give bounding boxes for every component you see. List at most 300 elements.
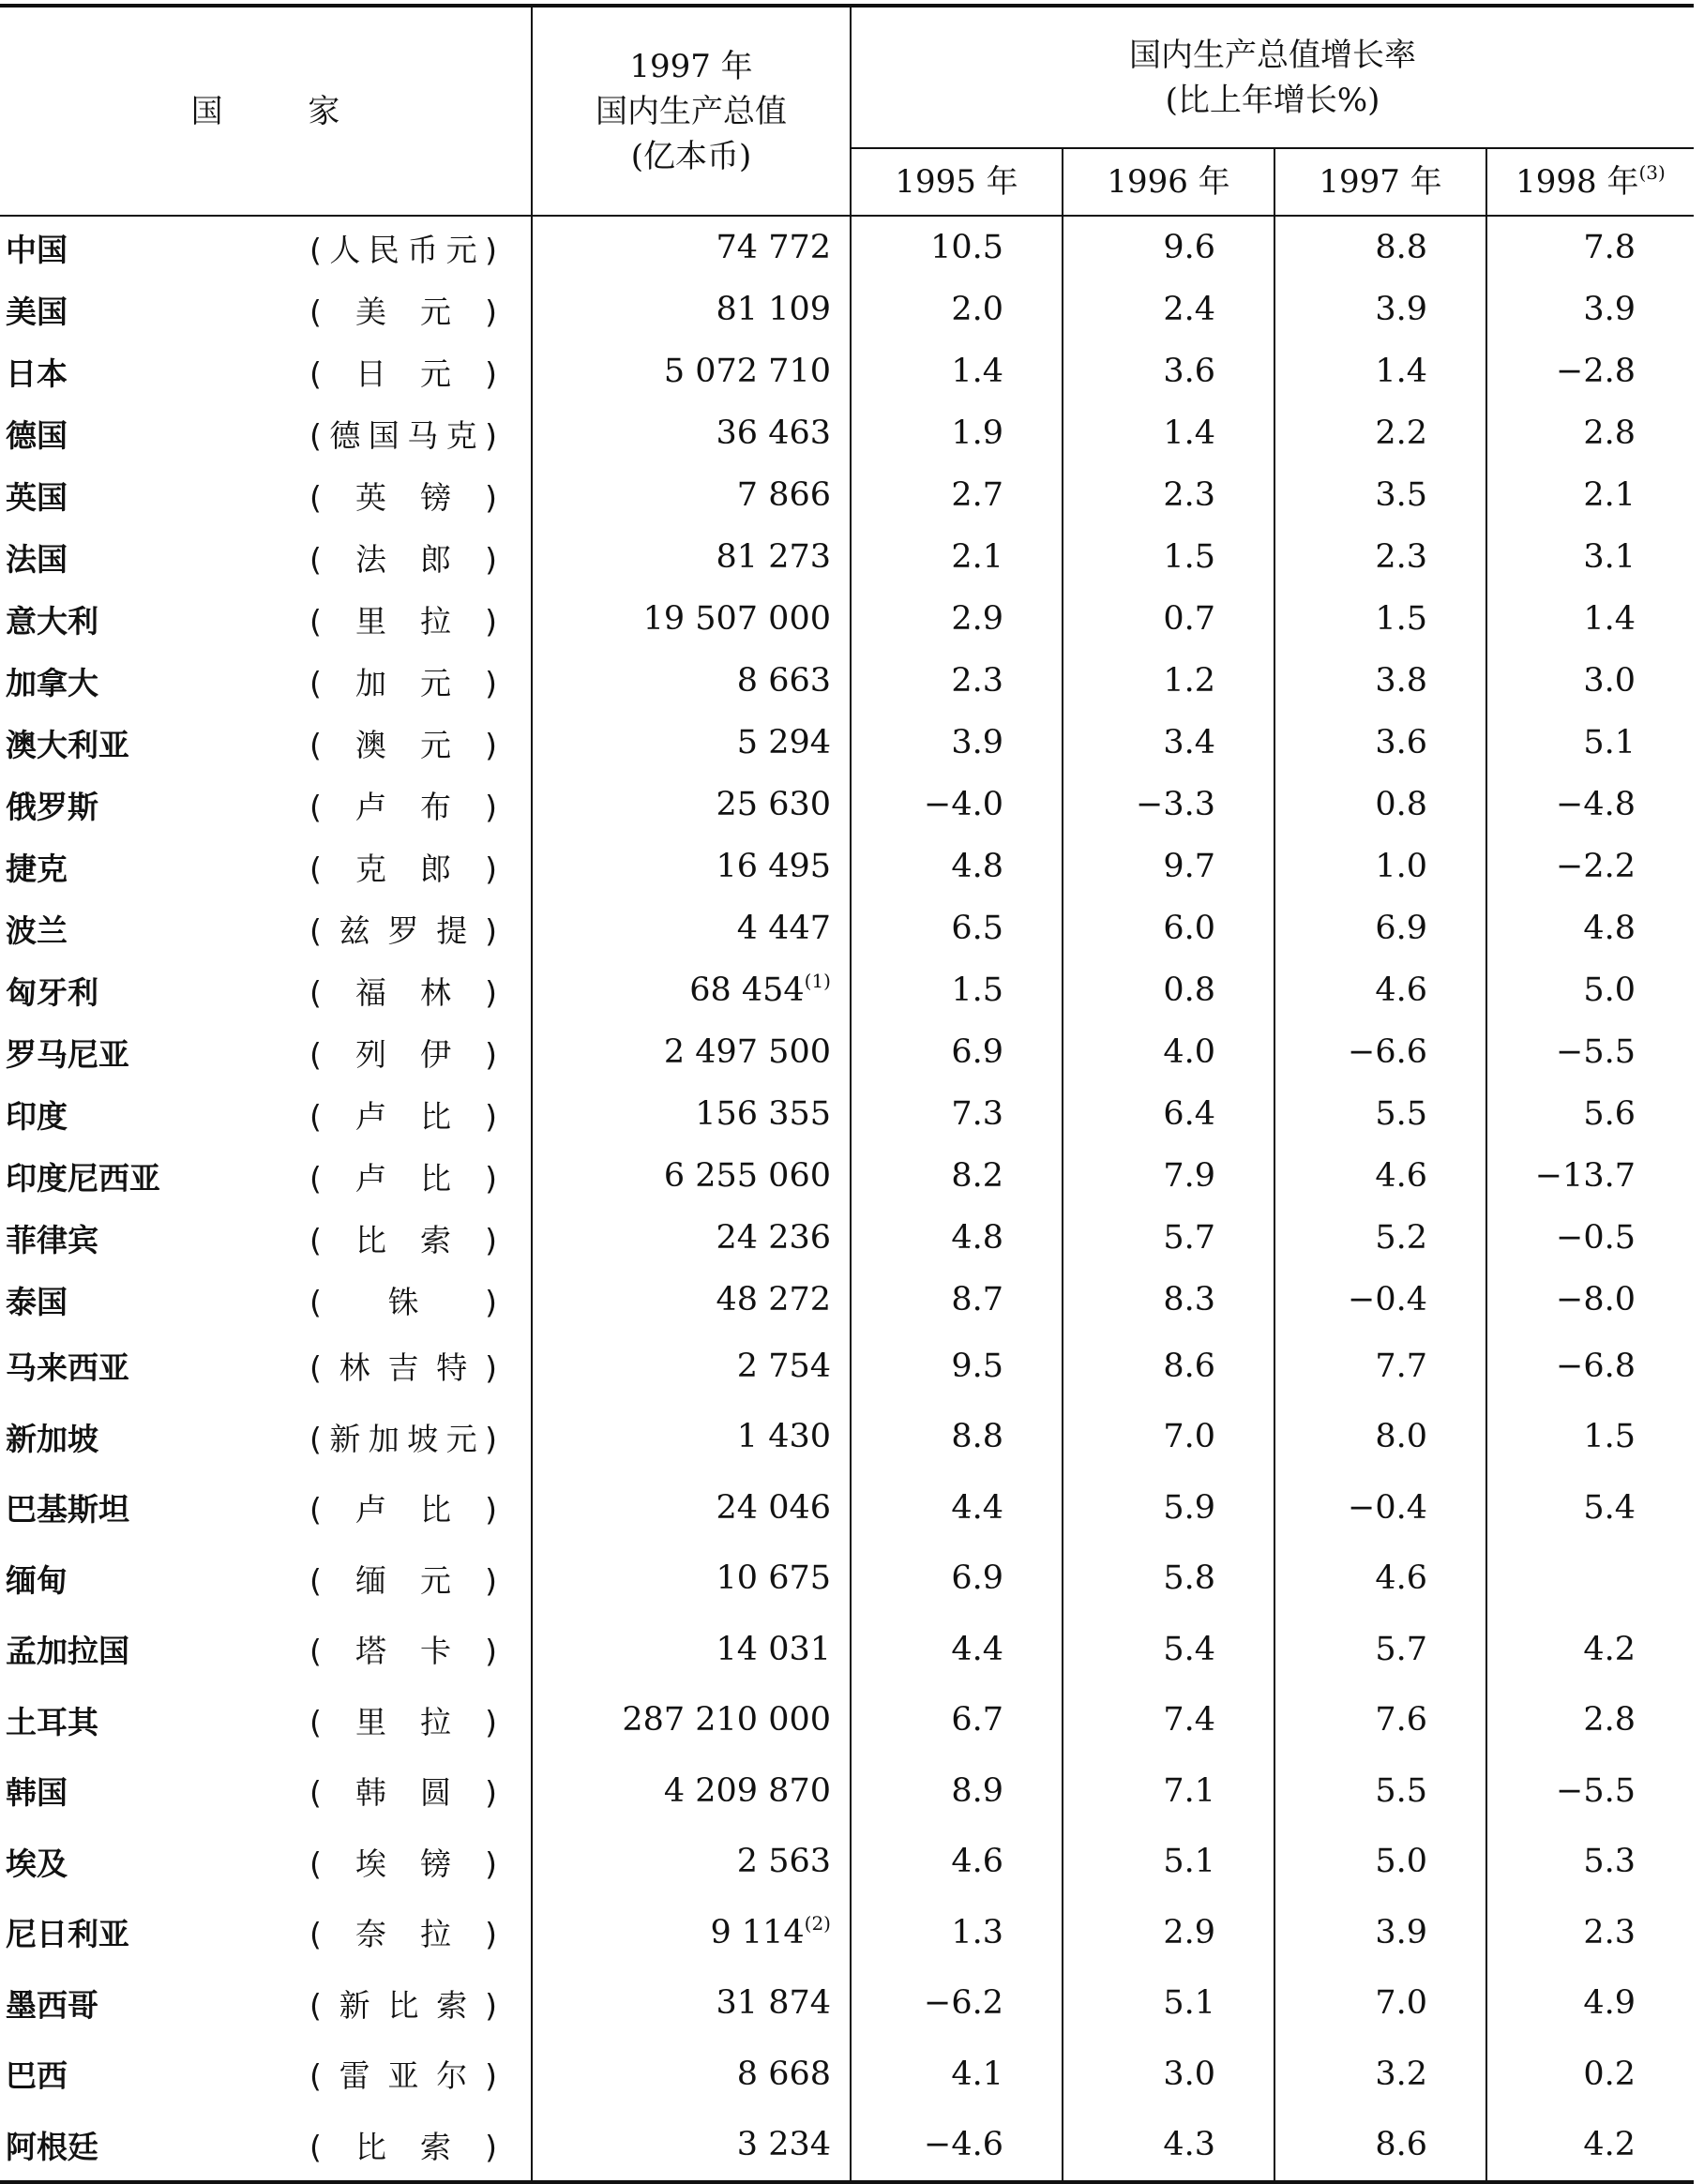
cell-growth-1998: 4.9 [1486,1968,1694,2040]
table-row [0,1827,1694,1898]
cell-growth-1997: 0.8 [1274,774,1486,836]
country-name: 匈牙利 [6,973,98,1011]
table-row [0,1402,1694,1473]
cell-growth-1996: 7.0 [1063,1402,1274,1473]
cell-growth-1998: 3.9 [1486,279,1694,340]
cell-growth-1995: 4.8 [851,1207,1063,1269]
table-row [0,1472,1694,1544]
cell-growth-1997: 4.6 [1274,1544,1486,1615]
cell-country [0,1269,532,1331]
cell-growth-1998: 5.6 [1486,1083,1694,1145]
cell-gdp-1997 [532,464,851,526]
cell-country [0,526,532,588]
currency-unit: (比索) [309,1221,497,1258]
cell-growth-1997: 6.9 [1274,897,1486,959]
country-name: 印度尼西亚 [6,1159,160,1197]
cell-gdp-1997 [532,1827,851,1898]
cell-growth-1995: 9.5 [851,1331,1063,1402]
gdp-value: 25 630 [716,786,831,823]
cell-growth-1996: 0.8 [1063,959,1274,1021]
country-name: 俄罗斯 [6,788,98,825]
currency-unit: (雷亚尔) [309,2057,497,2095]
cell-gdp-1997 [532,1472,851,1544]
cell-growth-1997: 3.5 [1274,464,1486,526]
cell-growth-1995: 6.9 [851,1544,1063,1615]
cell-growth-1996: 6.0 [1063,897,1274,959]
currency-unit: (塔卡) [309,1633,497,1670]
header-year-1998 [1486,148,1694,216]
cell-growth-1996: 8.3 [1063,1269,1274,1331]
cell-growth-1996: 5.1 [1063,1827,1274,1898]
cell-country [0,1755,532,1827]
cell-growth-1997: 2.2 [1274,402,1486,464]
currency-unit: (比索) [309,2128,497,2165]
cell-growth-1998: 2.8 [1486,1685,1694,1756]
cell-gdp-1997 [532,774,851,836]
cell-growth-1997: 3.6 [1274,712,1486,774]
table-row [0,1968,1694,2040]
cell-growth-1997: 4.6 [1274,1145,1486,1207]
country-name: 新加坡 [6,1420,98,1457]
country-name: 墨西哥 [6,1986,98,2024]
cell-gdp-1997 [532,1331,851,1402]
header-gdp-unit: (亿本币) [630,137,752,175]
header-growth-label: 国内生产总值增长率 [1129,36,1416,74]
cell-growth-1997: 1.0 [1274,836,1486,897]
cell-growth-1998: 4.2 [1486,2110,1694,2183]
country-name: 罗马尼亚 [6,1035,129,1073]
cell-growth-1997: 3.9 [1274,1897,1486,1968]
cell-growth-1996: 5.4 [1063,1614,1274,1685]
currency-unit: (列伊) [309,1035,497,1073]
table-row [0,1614,1694,1685]
country-name: 缅甸 [6,1561,68,1599]
table-row [0,836,1694,897]
gdp-value: 2 497 500 [663,1033,831,1071]
table-row [0,464,1694,526]
cell-growth-1998: −0.5 [1486,1207,1694,1269]
cell-country [0,1145,532,1207]
cell-country [0,216,532,279]
cell-growth-1995: 2.9 [851,588,1063,650]
cell-country [0,1614,532,1685]
cell-growth-1997: −0.4 [1274,1472,1486,1544]
cell-growth-1997: 5.5 [1274,1083,1486,1145]
currency-unit: (卢比) [309,1097,497,1135]
cell-country [0,1021,532,1083]
cell-growth-1996: 4.0 [1063,1021,1274,1083]
gdp-value: 287 210 000 [622,1701,831,1740]
currency-unit: (里拉) [309,1703,497,1740]
gdp-value: 10 675 [716,1559,831,1598]
cell-growth-1996: 3.6 [1063,340,1274,402]
currency-unit: (缅元) [309,1561,497,1599]
currency-unit: (韩圆) [309,1774,497,1812]
cell-growth-1997: 5.0 [1274,1827,1486,1898]
cell-growth-1997: 1.4 [1274,340,1486,402]
cell-growth-1995: 1.3 [851,1897,1063,1968]
cell-growth-1996: 1.2 [1063,650,1274,712]
cell-growth-1995: 10.5 [851,216,1063,279]
cell-growth-1995: −6.2 [851,1968,1063,2040]
cell-growth-1996: 1.5 [1063,526,1274,588]
cell-country [0,464,532,526]
table-row [0,216,1694,279]
cell-country [0,836,532,897]
cell-gdp-1997 [532,897,851,959]
cell-growth-1996: 3.4 [1063,712,1274,774]
currency-unit: (人民币元) [309,231,497,268]
currency-unit: (加元) [309,664,497,701]
cell-growth-1995: 4.4 [851,1614,1063,1685]
cell-growth-1997: 5.2 [1274,1207,1486,1269]
gdp-value: 7 866 [736,476,831,514]
cell-growth-1998 [1486,1544,1694,1615]
cell-gdp-1997 [532,1145,851,1207]
cell-country [0,1544,532,1615]
cell-growth-1998: 3.0 [1486,650,1694,712]
currency-unit: (埃镑) [309,1845,497,1882]
cell-gdp-1997 [532,959,851,1021]
cell-growth-1996: 7.1 [1063,1755,1274,1827]
country-name: 尼日利亚 [6,1916,129,1953]
cell-country [0,650,532,712]
table-row [0,2110,1694,2183]
cell-country [0,1331,532,1402]
cell-growth-1995: 2.7 [851,464,1063,526]
cell-growth-1995: 6.5 [851,897,1063,959]
cell-growth-1998: 7.8 [1486,216,1694,279]
table-row [0,402,1694,464]
gdp-value: 4 209 870 [663,1771,831,1810]
cell-growth-1996: 2.9 [1063,1897,1274,1968]
gdp-table [0,4,1694,2184]
cell-growth-1996: 9.6 [1063,216,1274,279]
cell-growth-1996: 0.7 [1063,588,1274,650]
cell-growth-1998: 4.8 [1486,897,1694,959]
gdp-value: 9 114 [710,1913,805,1951]
cell-country [0,774,532,836]
cell-country [0,279,532,340]
gdp-value: 81 109 [716,291,831,328]
table-row [0,1685,1694,1756]
cell-growth-1996: 9.7 [1063,836,1274,897]
cell-gdp-1997 [532,1968,851,2040]
cell-gdp-1997 [532,1685,851,1756]
cell-growth-1996: 6.4 [1063,1083,1274,1145]
table-row [0,1755,1694,1827]
gdp-value: 48 272 [716,1281,831,1318]
cell-growth-1997: −6.6 [1274,1021,1486,1083]
cell-country [0,1472,532,1544]
gdp-value: 14 031 [716,1630,831,1668]
currency-unit: (林吉特) [309,1349,497,1387]
currency-unit: (奈拉) [309,1916,497,1953]
country-name: 澳大利亚 [6,726,129,763]
cell-growth-1995: −4.0 [851,774,1063,836]
country-name: 巴基斯坦 [6,1491,129,1529]
header-year-1998-note: (3) [1638,161,1666,184]
cell-gdp-1997 [532,279,851,340]
cell-growth-1995: 4.8 [851,836,1063,897]
table-row [0,340,1694,402]
gdp-value: 8 668 [736,2055,831,2093]
gdp-value: 81 273 [716,538,831,576]
currency-unit: (里拉) [309,602,497,640]
cell-gdp-1997 [532,2110,851,2183]
cell-growth-1998: 2.8 [1486,402,1694,464]
cell-growth-1997: 8.6 [1274,2110,1486,2183]
gdp-value: 4 447 [736,910,831,947]
cell-country [0,1402,532,1473]
table-row [0,1021,1694,1083]
cell-growth-1998: 2.3 [1486,1897,1694,1968]
cell-country [0,1685,532,1756]
cell-country [0,340,532,402]
country-name: 捷克 [6,850,68,887]
country-name: 英国 [6,478,68,516]
table-row [0,279,1694,340]
country-name: 马来西亚 [6,1349,129,1387]
cell-gdp-1997 [532,526,851,588]
cell-growth-1997: 3.2 [1274,2039,1486,2110]
header-gdp [532,6,851,216]
country-name: 中国 [6,231,68,268]
cell-growth-1997: 7.6 [1274,1685,1486,1756]
gdp-value: 5 294 [736,724,831,761]
cell-country [0,1083,532,1145]
country-name: 意大利 [6,602,98,640]
table-row [0,650,1694,712]
gdp-value: 74 772 [716,229,831,266]
header-year-1995: 1995 年 [851,148,1063,216]
cell-gdp-1997 [532,1402,851,1473]
gdp-footnote: (2) [804,1911,831,1935]
gdp-value: 16 495 [716,848,831,885]
cell-gdp-1997 [532,1614,851,1685]
table-row [0,526,1694,588]
gdp-value: 36 463 [716,414,831,452]
table-row [0,1897,1694,1968]
country-name: 德国 [6,416,68,454]
cell-growth-1997: 8.0 [1274,1402,1486,1473]
cell-growth-1995: 1.4 [851,340,1063,402]
cell-country [0,959,532,1021]
cell-growth-1996: 4.3 [1063,2110,1274,2183]
gdp-value: 6 255 060 [663,1157,831,1195]
currency-unit: (卢布) [309,788,497,825]
gdp-value: 8 663 [736,662,831,700]
cell-gdp-1997 [532,1897,851,1968]
cell-growth-1995: 1.9 [851,402,1063,464]
country-name: 泰国 [6,1283,68,1320]
cell-growth-1997: 2.3 [1274,526,1486,588]
cell-growth-1998: −5.5 [1486,1021,1694,1083]
cell-growth-1998: 3.1 [1486,526,1694,588]
cell-growth-1998: 1.4 [1486,588,1694,650]
cell-growth-1995: 1.5 [851,959,1063,1021]
gdp-value: 19 507 000 [642,600,831,638]
cell-growth-1995: 6.9 [851,1021,1063,1083]
cell-growth-1995: 4.6 [851,1827,1063,1898]
table-body [0,216,1694,2182]
gdp-value: 1 430 [736,1418,831,1456]
header-country: 国 家 [0,6,532,216]
cell-gdp-1997 [532,1269,851,1331]
cell-growth-1998: −5.5 [1486,1755,1694,1827]
country-name: 巴西 [6,2057,68,2095]
cell-growth-1996: 7.4 [1063,1685,1274,1756]
cell-growth-1997: 5.5 [1274,1755,1486,1827]
country-name: 波兰 [6,911,68,949]
cell-country [0,402,532,464]
cell-growth-1997: 8.8 [1274,216,1486,279]
table-row [0,897,1694,959]
cell-growth-1998: 5.3 [1486,1827,1694,1898]
cell-growth-1998: −2.8 [1486,340,1694,402]
currency-unit: (卢比) [309,1159,497,1197]
country-name: 土耳其 [6,1703,98,1740]
cell-growth-1996: 5.9 [1063,1472,1274,1544]
header-growth [851,6,1694,148]
cell-growth-1998: 2.1 [1486,464,1694,526]
cell-growth-1996: 5.7 [1063,1207,1274,1269]
cell-growth-1996: 7.9 [1063,1145,1274,1207]
cell-gdp-1997 [532,402,851,464]
cell-country [0,2039,532,2110]
table-row [0,588,1694,650]
currency-unit: (澳元) [309,726,497,763]
cell-country [0,712,532,774]
cell-gdp-1997 [532,1544,851,1615]
cell-gdp-1997 [532,650,851,712]
currency-unit: (日元) [309,354,497,392]
cell-country [0,1207,532,1269]
country-name: 法国 [6,540,68,578]
table-row [0,1544,1694,1615]
cell-growth-1996: 5.1 [1063,1968,1274,2040]
cell-country [0,588,532,650]
currency-unit: (美元) [309,293,497,330]
cell-growth-1995: 3.9 [851,712,1063,774]
cell-growth-1998: −13.7 [1486,1145,1694,1207]
cell-growth-1996: 8.6 [1063,1331,1274,1402]
cell-gdp-1997 [532,2039,851,2110]
cell-growth-1995: 7.3 [851,1083,1063,1145]
country-name: 美国 [6,293,68,330]
table-row [0,1207,1694,1269]
table-row [0,1083,1694,1145]
header-year-1998-label: 1998 年 [1516,163,1639,201]
cell-growth-1998: 0.2 [1486,2039,1694,2110]
cell-growth-1997: 3.9 [1274,279,1486,340]
cell-growth-1995: −4.6 [851,2110,1063,2183]
cell-growth-1998: −2.2 [1486,836,1694,897]
cell-growth-1998: 1.5 [1486,1402,1694,1473]
country-name: 菲律宾 [6,1221,98,1258]
cell-growth-1998: −8.0 [1486,1269,1694,1331]
currency-unit: (英镑) [309,478,497,516]
gdp-value: 156 355 [695,1095,831,1133]
cell-growth-1995: 8.7 [851,1269,1063,1331]
gdp-value: 2 754 [736,1347,831,1385]
country-name: 韩国 [6,1774,68,1812]
cell-gdp-1997 [532,1755,851,1827]
country-name: 孟加拉国 [6,1633,129,1670]
table-row [0,959,1694,1021]
cell-country [0,1827,532,1898]
currency-unit: (法郎) [309,540,497,578]
cell-growth-1995: 8.8 [851,1402,1063,1473]
cell-gdp-1997 [532,1083,851,1145]
currency-unit: (克郎) [309,850,497,887]
currency-unit: (卢比) [309,1491,497,1529]
cell-gdp-1997 [532,836,851,897]
country-name: 埃及 [6,1845,68,1882]
cell-growth-1997: 7.7 [1274,1331,1486,1402]
table-row [0,1269,1694,1331]
cell-gdp-1997 [532,712,851,774]
currency-unit: (铢) [309,1283,497,1320]
header-year-1997: 1997 年 [1274,148,1486,216]
table-row [0,774,1694,836]
cell-growth-1995: 4.1 [851,2039,1063,2110]
cell-growth-1997: −0.4 [1274,1269,1486,1331]
country-name: 日本 [6,354,68,392]
cell-growth-1998: 5.0 [1486,959,1694,1021]
cell-growth-1995: 2.0 [851,279,1063,340]
cell-gdp-1997 [532,1207,851,1269]
gdp-value: 68 454 [689,972,805,1009]
cell-country [0,897,532,959]
cell-growth-1996: 3.0 [1063,2039,1274,2110]
cell-gdp-1997 [532,216,851,279]
currency-unit: (新比索) [309,1986,497,2024]
cell-growth-1997: 7.0 [1274,1968,1486,2040]
cell-growth-1996: 2.3 [1063,464,1274,526]
cell-growth-1995: 8.2 [851,1145,1063,1207]
country-name: 加拿大 [6,664,98,701]
gdp-footnote: (1) [804,970,831,992]
header-gdp-label: 国内生产总值 [596,92,787,130]
cell-growth-1998: 5.1 [1486,712,1694,774]
header-year-1996: 1996 年 [1063,148,1274,216]
cell-growth-1997: 1.5 [1274,588,1486,650]
cell-growth-1997: 5.7 [1274,1614,1486,1685]
table-row [0,1331,1694,1402]
table-row [0,2039,1694,2110]
cell-gdp-1997 [532,588,851,650]
gdp-value: 3 234 [736,2126,831,2164]
cell-growth-1998: 4.2 [1486,1614,1694,1685]
table-header [0,6,1694,216]
cell-country [0,2110,532,2183]
cell-growth-1998: −6.8 [1486,1331,1694,1402]
cell-growth-1995: 8.9 [851,1755,1063,1827]
currency-unit: (新加坡元) [309,1420,497,1457]
currency-unit: (福林) [309,973,497,1011]
country-name: 印度 [6,1097,68,1135]
table-row [0,712,1694,774]
gdp-value: 24 236 [716,1219,831,1257]
currency-unit: (兹罗提) [309,911,497,949]
gdp-value: 24 046 [716,1488,831,1527]
cell-country [0,1897,532,1968]
currency-unit: (德国马克) [309,416,497,454]
cell-growth-1995: 4.4 [851,1472,1063,1544]
gdp-value: 31 874 [716,1984,831,2023]
cell-growth-1996: 5.8 [1063,1544,1274,1615]
